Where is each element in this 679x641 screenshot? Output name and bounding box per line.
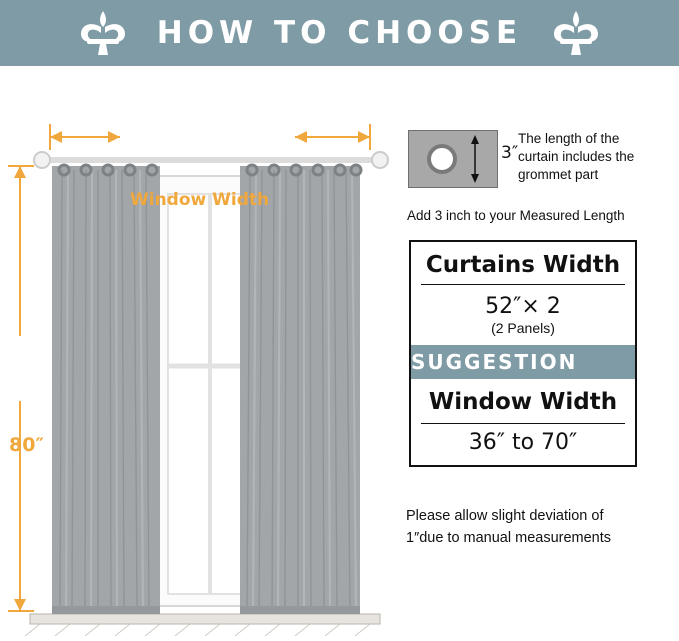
grommet-size-label: 3″ <box>501 143 519 163</box>
window-width-title: Window Width <box>428 389 618 415</box>
window-width-label: Window Width <box>130 190 270 210</box>
curtain-height-label: 80″ <box>9 434 44 456</box>
deviation-note-line2: 1″due to manual measurements <box>406 529 612 546</box>
deviation-note <box>406 506 652 550</box>
grommet-info <box>408 130 658 188</box>
curtain-diagram-svg <box>0 66 400 636</box>
curtains-width-title: Curtains Width <box>425 252 621 278</box>
info-column <box>404 66 676 636</box>
grommet-measure-arrow <box>409 131 497 187</box>
curtains-width-value: 52″× 2 <box>485 294 561 319</box>
add-length-note: Add 3 inch to your Measured Length <box>407 208 625 223</box>
window-width-value: 36″ to 70″ <box>468 430 578 455</box>
header-banner <box>0 0 679 66</box>
grommet-image <box>408 130 519 188</box>
curtain-illustration <box>0 66 400 636</box>
deviation-note-line1: Please allow slight deviation of <box>406 508 604 524</box>
suggestion-band: SUGGESTION <box>411 345 635 379</box>
grommet-caption: The length of the curtain includes the grommet part <box>518 131 635 183</box>
page-title: HOW TO CHOOSE <box>156 15 523 51</box>
suggestion-card <box>409 240 637 467</box>
fleur-de-lis-icon <box>548 9 604 57</box>
curtains-width-sub: (2 Panels) <box>491 320 555 336</box>
fleur-de-lis-icon <box>75 9 131 57</box>
